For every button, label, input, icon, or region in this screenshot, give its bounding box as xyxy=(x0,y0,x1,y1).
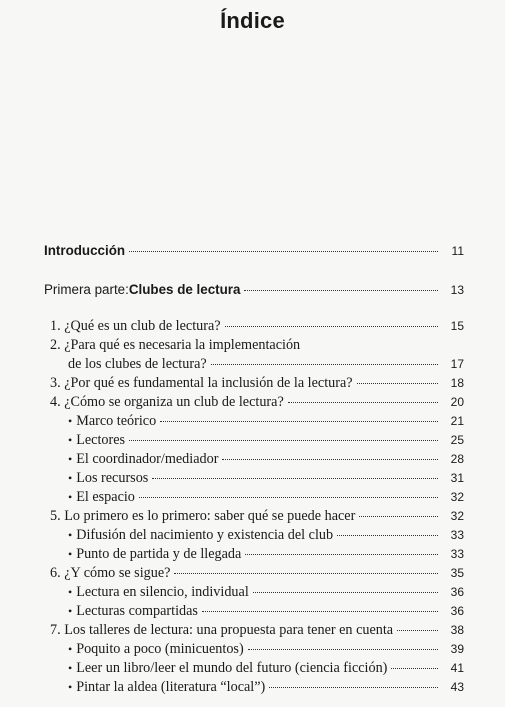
dot-leader xyxy=(222,459,438,460)
dot-leader xyxy=(288,402,438,403)
toc-subentry-lectura-silencio[interactable] xyxy=(68,584,464,603)
dot-leader xyxy=(211,364,438,365)
toc-subentry-marco-teorico[interactable] xyxy=(68,413,464,432)
page-number: 25 xyxy=(450,433,464,447)
toc-entry-title: de los clubes de lectura? xyxy=(68,356,207,372)
toc-entry-6[interactable] xyxy=(50,565,464,584)
bullet-icon: • xyxy=(68,452,73,466)
toc-entry-title: Punto de partida y de llegada xyxy=(76,546,242,562)
toc-entry-title: Introducción xyxy=(44,243,126,258)
bullet-icon: • xyxy=(68,604,73,618)
dot-leader xyxy=(245,554,438,555)
toc-subentry-difusion[interactable] xyxy=(68,527,464,546)
page-number: 18 xyxy=(450,376,464,390)
toc-entry-5[interactable] xyxy=(50,508,464,527)
toc-entry-title: 7. Los talleres de lectura: una propuesta para tener en cuenta xyxy=(50,622,394,638)
page-number: 39 xyxy=(450,642,464,656)
toc-part-label: Primera parte: xyxy=(44,282,129,297)
bullet-icon: • xyxy=(68,528,73,542)
dot-leader xyxy=(391,668,438,669)
page-number: 28 xyxy=(450,452,464,466)
dot-leader xyxy=(244,290,438,291)
page-number: 21 xyxy=(450,414,464,428)
page-number: 20 xyxy=(450,395,464,409)
toc-entry-title: 5. Lo primero es lo primero: saber qué se puede hacer xyxy=(50,508,356,524)
toc-entry-2-continued[interactable] xyxy=(68,356,464,375)
toc-entry-title: Clubes de lectura xyxy=(128,282,241,297)
dot-leader xyxy=(359,516,438,517)
dot-leader xyxy=(174,573,438,574)
toc-subentry-lecturas-compartidas[interactable] xyxy=(68,603,464,622)
dot-leader xyxy=(269,687,438,688)
toc-subentry-lectores[interactable] xyxy=(68,432,464,451)
dot-leader xyxy=(397,630,438,631)
toc-subentry-punto-de-partida[interactable] xyxy=(68,546,464,565)
toc-entry-title: Marco teórico xyxy=(76,413,157,429)
toc-entry-7[interactable] xyxy=(50,622,464,641)
toc-subentry-poquito-a-poco[interactable] xyxy=(68,641,464,660)
page-number: 13 xyxy=(450,283,464,297)
toc-entry-4[interactable] xyxy=(50,394,464,413)
toc-entry-title: El coordinador/mediador xyxy=(76,451,219,467)
page-number: 41 xyxy=(450,661,464,675)
bullet-icon: • xyxy=(68,490,73,504)
page-number: 35 xyxy=(450,566,464,580)
page-number: 15 xyxy=(450,319,464,333)
toc-subentry-recursos[interactable] xyxy=(68,470,464,489)
toc-entry-2[interactable] xyxy=(50,337,464,356)
toc-entry-title: 2. ¿Para qué es necesaria la implementación xyxy=(50,337,301,353)
dot-leader xyxy=(225,326,438,327)
dot-leader xyxy=(152,478,438,479)
dot-leader xyxy=(139,497,438,498)
dot-leader xyxy=(160,421,438,422)
toc-entry-title: 3. ¿Por qué es fundamental la inclusión de la lectura? xyxy=(50,375,353,391)
toc-entry-title: Poquito a poco (minicuentos) xyxy=(76,641,244,657)
toc-entry-title: Lecturas compartidas xyxy=(76,603,198,619)
bullet-icon: • xyxy=(68,680,73,694)
dot-leader xyxy=(129,440,438,441)
toc-subentry-espacio[interactable] xyxy=(68,489,464,508)
toc-entry-title: 4. ¿Cómo se organiza un club de lectura? xyxy=(50,394,284,410)
toc-entry-title: Leer un libro/leer el mundo del futuro (ciencia ficción) xyxy=(76,660,388,676)
page-number: 36 xyxy=(450,604,464,618)
page-number: 38 xyxy=(450,623,464,637)
page-number: 17 xyxy=(450,357,464,371)
page-title: Índice xyxy=(220,8,285,33)
toc-entry-3[interactable] xyxy=(50,375,464,394)
toc-subentry-pintar-la-aldea[interactable] xyxy=(68,679,464,698)
toc-entry-title: 1. ¿Qué es un club de lectura? xyxy=(50,318,221,334)
bullet-icon: • xyxy=(68,642,73,656)
toc-entry-1[interactable] xyxy=(50,318,464,337)
bullet-icon: • xyxy=(68,433,73,447)
page-number: 36 xyxy=(450,585,464,599)
bullet-icon: • xyxy=(68,547,73,561)
dot-leader xyxy=(357,383,438,384)
page-number: 32 xyxy=(450,490,464,504)
toc-entry-title: Los recursos xyxy=(76,470,149,486)
page-number: 32 xyxy=(450,509,464,523)
page-number: 33 xyxy=(450,547,464,561)
dot-leader xyxy=(248,649,438,650)
toc-subentry-leer-un-libro[interactable] xyxy=(68,660,464,679)
toc-entry-title: 6. ¿Y cómo se sigue? xyxy=(50,565,171,581)
page-number: 31 xyxy=(450,471,464,485)
bullet-icon: • xyxy=(68,471,73,485)
toc-entry-title: Lectores xyxy=(76,432,126,448)
dot-leader xyxy=(202,611,438,612)
toc-entry-primera-parte[interactable] xyxy=(44,282,464,301)
toc-entry-title: El espacio xyxy=(76,489,135,505)
dot-leader xyxy=(129,251,438,252)
bullet-icon: • xyxy=(68,585,73,599)
page-number: 43 xyxy=(450,680,464,694)
page-number: 33 xyxy=(450,528,464,542)
toc-entry-title: Lectura en silencio, individual xyxy=(76,584,249,600)
toc-entry-introduccion[interactable] xyxy=(44,243,464,262)
bullet-icon: • xyxy=(68,414,73,428)
toc-subentry-coordinador[interactable] xyxy=(68,451,464,470)
dot-leader xyxy=(337,535,438,536)
dot-leader xyxy=(253,592,438,593)
toc-entry-title: Difusión del nacimiento y existencia del club xyxy=(76,527,334,543)
toc-entry-title: Pintar la aldea (literatura “local”) xyxy=(76,679,266,695)
bullet-icon: • xyxy=(68,661,73,675)
page-number: 11 xyxy=(451,244,464,258)
